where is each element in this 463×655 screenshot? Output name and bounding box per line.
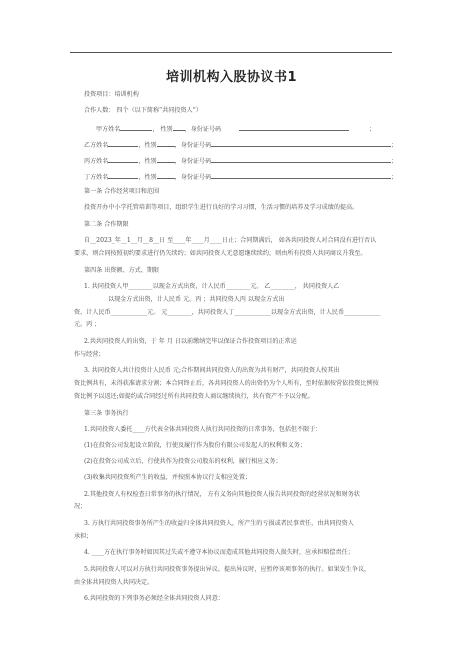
paragraph-line: (1)在投资公司发起设立阶段，行使及履行作为股份有限公司发起人的权利和义务；	[84, 442, 306, 449]
section-heading: 第四条 出资额、方式、期限	[84, 267, 160, 274]
paragraph-line: 2.其他投资人有权检查日常事务的执行情况， 方有义务向其他投资人报告共同投资的经营状况和财务状	[84, 491, 360, 498]
paragraph-line: 资，计人民币____________元。 元________，共同投资人丁____________以现金方式出资，计人民币____________	[74, 309, 381, 316]
page-title: 培训机构入股协议书1	[165, 70, 298, 85]
section-heading: 第三条 事务执行	[84, 410, 129, 417]
paragraph-line: 2.共共同投资人的出资，于 年 月 日以前缴纳完毕以保证合作投资项目的正常运	[84, 338, 297, 345]
paragraph-line: (2)在投资公司成立后，行使共作为投资公司股东的权利，履行相应义务；	[84, 458, 282, 465]
party-a-line: 甲方姓名 ， 性别 ，身份证号码 ；	[96, 126, 376, 133]
section-heading: 第二条 合作期限	[84, 221, 129, 228]
paragraph-line: 元。丙 ；	[74, 321, 101, 328]
paragraph-line: 1.共同投资人委托____方代表全体共同投资人执行共同投资的日常事务，包括但不限于：	[84, 426, 322, 433]
party-b-line: 乙方姓名 ，性别 ，身份证号码 ；	[84, 142, 398, 149]
paragraph-line: 由全体共同投资人共同决定。	[74, 579, 154, 586]
paragraph-line: 要求，则合同按照初约要求进行仍矢续约；如共同投资人无意愿继续续约，则由所有投资人共同商议升我至。	[74, 250, 367, 257]
party-d-line: 丁方姓名 ，性别 ，身份证号码 ；	[84, 174, 398, 181]
paragraph-line: 承担；	[74, 533, 93, 540]
project-line: 投资项目：培训机构	[84, 91, 139, 98]
top-rule	[70, 52, 392, 53]
paragraph-line: 资比例共有，未得获准请求分割；本合同终止后，各共同投资人的出资仍为个人所有，至时依据按营依投资比例按	[74, 380, 379, 387]
paragraph-line: 3. 方执行共同投资事务所产生的收益归全体共同投资人，所产生的亏损或者民事责任，由共同投资人	[84, 520, 354, 527]
paragraph-line: 以现金方式出资，计人民币 元。丙 ；共同投资人丙 以现金方式出	[108, 296, 285, 303]
paragraph-line: 投资开办中小学托管培训等项目，组织学生进行良好的学习习惯，生活习惯的培养及学习成绩的提高。	[84, 204, 359, 211]
section-heading: 第一条 合作经营项目和范围	[84, 188, 160, 195]
paragraph-line: 5.共同投资人可以对方执行共同投资事务提出异议。提出异议时，应暂停该项事务的执行。如果发生争议，	[84, 566, 371, 573]
paragraph-line: 作与经营；	[74, 351, 105, 358]
paragraph-line: 资比例予以返还;如提约或合同经过所有共同投资人商议继续执行，共有资产不予以分配。	[74, 393, 314, 400]
party-c-line: 丙方姓名 ，性别 ，身份证号码 ；	[84, 158, 398, 165]
paragraph-line: 6.共同投资的下列事务必须经全体共同投资人同意：	[84, 595, 224, 602]
paragraph-line: 3. 共同投资人共计投资计人民币 元;合作期间共同投资人的出资为共有财产，共同投资人按其出	[84, 367, 340, 374]
paragraph-line: 1. 共同投资人甲________以现金方式出资，计人民币________元。 乙________， 共同投资人乙	[84, 283, 340, 290]
paragraph-line: (3)收集共同投资所产生的收益，并按照本协议行支相应处置；	[84, 474, 252, 481]
paragraph-line: 况；	[74, 503, 87, 510]
paragraph-line: 4. ____方在执行事务时如因其过失或不遵守本协议而造成其他共同投资人损失时，应承担赔偿责任；	[84, 549, 354, 556]
partners-count-line: 合作人数： 四个（以下简称“共同投资人”）	[84, 107, 202, 114]
paragraph-line: 自__2023_年__1__月__8__日 至____年____月____日止；合同期满后， 如各共同投资人对合同没有进行否认	[84, 237, 377, 244]
